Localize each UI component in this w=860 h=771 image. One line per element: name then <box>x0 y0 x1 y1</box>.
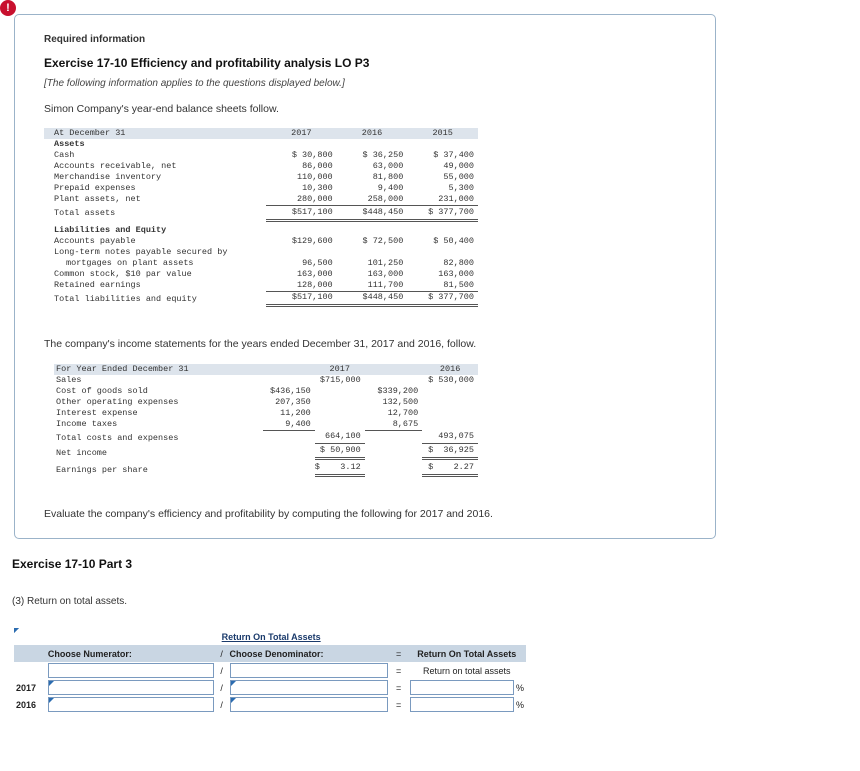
bs-header-2017: 2017 <box>266 128 337 139</box>
result-input-2017[interactable] <box>410 680 514 695</box>
bs-value: $448,450 <box>337 291 408 305</box>
bs-row-label: Retained earnings <box>54 279 141 290</box>
answer-table <box>14 628 526 713</box>
bs-row-label: Prepaid expenses <box>54 183 136 193</box>
bs-header-2016: 2016 <box>337 128 408 139</box>
is-header-2016: 2016 <box>422 364 478 375</box>
is-value: 132,500 <box>382 397 419 407</box>
bs-value: 81,500 <box>407 280 478 292</box>
bs-row-label: Merchandise inventory <box>54 172 162 182</box>
is-header-2017: 2017 <box>315 364 365 375</box>
row-year-2016: 2016 <box>16 699 37 710</box>
alert-icon: ! <box>0 0 16 16</box>
numerator-input-2016[interactable] <box>48 697 214 712</box>
is-value: 207,350 <box>275 397 311 407</box>
bs-value: $517,100 <box>266 291 337 305</box>
equals: = <box>395 682 402 693</box>
balance-sheet <box>44 128 478 307</box>
result-header: Return On Total Assets <box>408 645 526 662</box>
bs-value: $448,450 <box>337 206 408 221</box>
is-value: $339,200 <box>377 386 419 396</box>
is-row-label: Cost of goods sold <box>56 386 148 396</box>
is-row-label: Net income <box>56 447 108 458</box>
dropdown-marker-icon <box>49 681 54 686</box>
bs-value: 55,000 <box>443 172 474 182</box>
bs-value: 49,000 <box>443 161 474 171</box>
bs-row-label: mortgages on plant assets <box>66 257 194 268</box>
income-statement-intro: The company's income statements for the years ended December 31, 2017 and 2016, follow. <box>44 338 477 350</box>
is-value: 664,100 <box>315 431 365 444</box>
bs-value: 81,800 <box>372 172 404 182</box>
is-value: $ 50,900 <box>315 444 365 459</box>
dropdown-marker-icon <box>231 681 236 686</box>
bs-row-label: Cash <box>54 150 75 160</box>
required-info-label: Required information <box>44 34 146 45</box>
equals: = <box>395 699 402 710</box>
result-input-2016[interactable] <box>410 697 514 712</box>
is-value: $ 3.12 <box>315 459 365 476</box>
row-year-2017: 2017 <box>16 682 37 693</box>
is-value: 493,075 <box>422 431 478 444</box>
is-value: $ 36,925 <box>422 444 478 459</box>
percent-sign: % <box>515 682 524 693</box>
dropdown-marker-icon <box>49 698 54 703</box>
slash-header: / <box>216 645 228 662</box>
bs-value: $ 50,400 <box>433 235 474 246</box>
bs-value: 163,000 <box>296 268 333 279</box>
bs-value: 9,400 <box>377 183 404 193</box>
bs-value: 163,000 <box>367 268 404 279</box>
is-value: $436,150 <box>269 386 311 396</box>
bs-row-label: Assets <box>54 139 85 149</box>
dropdown-marker-icon <box>14 628 19 633</box>
part-title: Exercise 17-10 Part 3 <box>12 557 133 571</box>
evaluate-text: Evaluate the company's efficiency and profitability by computing the following for 2017 and 2016. <box>44 508 493 520</box>
is-row-label: Interest expense <box>56 408 138 418</box>
bs-row-label: Total liabilities and equity <box>54 294 197 304</box>
denominator-header: Choose Denominator: <box>228 645 390 662</box>
is-value: 8,675 <box>365 419 423 431</box>
bs-value: $ 36,250 <box>362 150 404 160</box>
bs-value: $ 37,400 <box>433 150 474 160</box>
slash: / <box>220 665 223 676</box>
bs-value: 63,000 <box>372 161 404 171</box>
income-statement <box>54 364 478 477</box>
slash: / <box>220 682 223 693</box>
bs-value: $ 377,700 <box>407 206 478 221</box>
is-value: $715,000 <box>319 375 361 385</box>
bs-value: $ 72,500 <box>362 235 404 246</box>
denominator-label-input[interactable] <box>230 663 388 678</box>
bs-value: 258,000 <box>337 194 408 206</box>
answer-table-title: Return On Total Assets <box>221 631 321 642</box>
bs-row-label: Long-term notes payable secured by <box>54 246 228 257</box>
percent-sign: % <box>515 699 524 710</box>
balance-sheet-intro: Simon Company's year-end balance sheets follow. <box>44 103 279 115</box>
bs-value: 128,000 <box>266 280 337 292</box>
numerator-input-2017[interactable] <box>48 680 214 695</box>
numerator-label-input[interactable] <box>48 663 214 678</box>
bs-header-label: At December 31 <box>44 128 266 139</box>
bs-row-label: Plant assets, net <box>54 194 141 205</box>
numerator-header: Choose Numerator: <box>46 645 216 662</box>
bs-value: 231,000 <box>407 194 478 206</box>
bs-value: 86,000 <box>302 161 333 171</box>
bs-value: $ 30,800 <box>291 150 333 160</box>
bs-value: 163,000 <box>438 268 474 279</box>
result-subheader: Return on total assets <box>422 665 511 676</box>
bs-value: 5,300 <box>448 183 474 193</box>
is-row-label: Income taxes <box>56 419 118 430</box>
is-value: 9,400 <box>263 419 315 431</box>
is-row-label: Total costs and expenses <box>56 432 179 443</box>
question-text: (3) Return on total assets. <box>12 596 128 607</box>
dropdown-marker-icon <box>231 698 236 703</box>
denominator-input-2016[interactable] <box>230 697 388 712</box>
bs-row-label: Accounts payable <box>54 235 136 246</box>
bs-row-label: Accounts receivable, net <box>54 161 177 171</box>
bs-row-label: Common stock, $10 par value <box>54 268 192 279</box>
is-row-label: Other operating expenses <box>56 397 179 407</box>
info-note: [The following information applies to the questions displayed below.] <box>44 78 345 89</box>
bs-value: 110,000 <box>296 172 333 182</box>
is-row-label: Earnings per share <box>56 464 148 475</box>
bs-value: $ 377,700 <box>407 291 478 305</box>
bs-row-label: Total assets <box>54 207 116 218</box>
bs-value: 10,300 <box>302 183 333 193</box>
bs-row-label: Liabilities and Equity <box>54 224 167 235</box>
equals-header: = <box>390 645 408 662</box>
is-row-label: Sales <box>56 375 82 385</box>
bs-header-2015: 2015 <box>407 128 478 139</box>
is-value: $ 530,000 <box>428 375 474 385</box>
is-header-label: For Year Ended December 31 <box>54 364 263 375</box>
bs-value: 96,500 <box>302 257 333 268</box>
is-value: 12,700 <box>387 408 419 418</box>
bs-value: $129,600 <box>291 235 333 246</box>
slash: / <box>220 699 223 710</box>
bs-value: 280,000 <box>266 194 337 206</box>
exercise-title: Exercise 17-10 Efficiency and profitability analysis LO P3 <box>44 56 370 70</box>
denominator-input-2017[interactable] <box>230 680 388 695</box>
bs-value: 82,800 <box>443 257 474 268</box>
bs-value: 111,700 <box>337 280 408 292</box>
is-value: $ 2.27 <box>422 459 478 476</box>
equals: = <box>395 665 402 676</box>
bs-value: 101,250 <box>367 257 404 268</box>
bs-value: $517,100 <box>266 206 337 221</box>
is-value: 11,200 <box>280 408 311 418</box>
